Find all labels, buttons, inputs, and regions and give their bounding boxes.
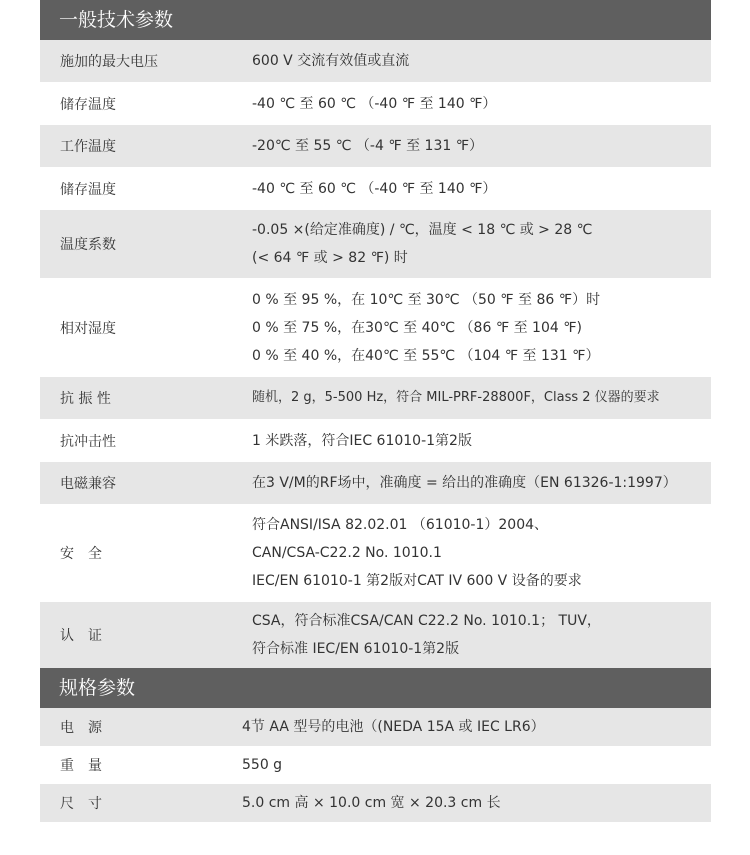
spec-value: 1 米跌落，符合IEC 61010-1第2版: [252, 432, 472, 449]
spec-value: 随机，2 g，5-500 Hz，符合 MIL-PRF-28800F，Class 2 仪器的要求: [252, 390, 660, 405]
spec-row-max-voltage: [40, 40, 711, 82]
spec-row-certification: [40, 602, 711, 668]
spec-label: 储存温度: [60, 96, 116, 113]
spec-row-storage-temp-2: [40, 167, 711, 210]
spec-value: -40 ℃ 至 60 ℃ （-40 ℉ 至 140 ℉）: [252, 95, 497, 112]
spec-value: 600 V 交流有效值或直流: [252, 53, 410, 69]
spec-row-power: [40, 708, 711, 746]
spec-label: 相对湿度: [60, 320, 116, 337]
spec-row-storage-temp: [40, 82, 711, 125]
spec-value: -0.05 ×(给定准确度) / ℃，温度 < 18 ℃ 或 > 28 ℃ (< 64 ℉ 或 > 82 ℉) 时: [252, 222, 593, 266]
spec-row-vibration: [40, 377, 711, 419]
spec-label: 温度系数: [60, 237, 116, 253]
spec-row-operating-temp: [40, 125, 711, 167]
spec-value: 0 % 至 95 %，在 10℃ 至 30℃ （50 ℉ 至 86 ℉）时 0 % 至 75 %，在30℃ 至 40℃ （86 ℉ 至 104 ℉) 0 % 至 40 %，在40℃ 至 55℃ （104 ℉ 至 131 ℉）: [252, 291, 601, 364]
spec-label: 工作温度: [60, 139, 116, 155]
spec-sheet: [40, 0, 711, 822]
spec-value: CSA，符合标准CSA/CAN C22.2 No. 1010.1； TUV， 符合标准 IEC/EN 61010-1第2版: [252, 613, 601, 657]
spec-row-safety: [40, 504, 711, 602]
spec-row-temp-coefficient: [40, 210, 711, 278]
section-header-specs: 规格参数: [40, 668, 711, 708]
spec-row-emc: [40, 462, 711, 504]
spec-row-shock: [40, 419, 711, 462]
spec-label: 尺 寸: [60, 796, 102, 812]
spec-value: 4节 AA 型号的电池（(NEDA 15A 或 IEC LR6）: [242, 719, 545, 735]
spec-value: 5.0 cm 高 × 10.0 cm 宽 × 20.3 cm 长: [242, 795, 501, 811]
spec-label: 抗 振 性: [60, 391, 111, 407]
spec-value: 550 g: [242, 757, 283, 773]
spec-label: 抗冲击性: [60, 433, 116, 450]
spec-label: 电 源: [60, 720, 102, 736]
spec-label: 认 证: [60, 628, 102, 644]
spec-label: 安 全: [60, 546, 102, 562]
spec-row-dimensions: [40, 784, 711, 822]
section-header-general: 一般技术参数: [40, 0, 711, 40]
spec-label: 重 量: [60, 758, 102, 774]
spec-label: 施加的最大电压: [60, 54, 158, 70]
spec-row-humidity: [40, 278, 711, 377]
spec-value: 符合ANSI/ISA 82.02.01 （61010-1）2004、 CAN/CSA-C22.2 No. 1010.1 IEC/EN 61010-1 第2版对CAT IV 600 V 设备的要求: [252, 517, 582, 589]
spec-row-weight: [40, 746, 711, 784]
spec-value: -20℃ 至 55 ℃ （-4 ℉ 至 131 ℉）: [252, 138, 484, 154]
spec-value: -40 ℃ 至 60 ℃ （-40 ℉ 至 140 ℉）: [252, 180, 497, 197]
spec-label: 电磁兼容: [60, 476, 116, 492]
spec-value: 在3 V/M的RF场中，准确度 = 给出的准确度（EN 61326-1:1997）: [252, 475, 677, 491]
spec-label: 储存温度: [60, 181, 116, 198]
